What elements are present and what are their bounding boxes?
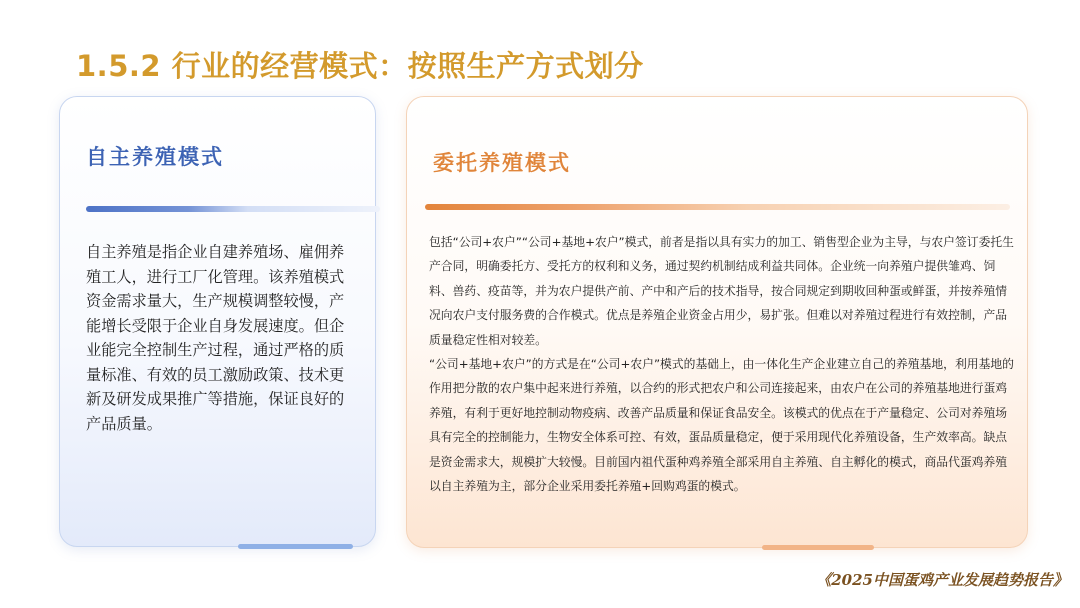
contract-breeding-title: 委托养殖模式: [433, 151, 571, 175]
contract-breeding-paragraph-2: “公司+基地+农户”的方式是在“公司+农户”模式的基础上，由一体化生产企业建立自己的养殖基地，利用基地的作用把分散的农户集中起来进行养殖，以合约的形式把农户和公司连接起来，由农户在公司的养殖基地进行蛋鸡养殖，有利于更好地控制动物疫病、改善产品质量和保证食品安全。该模式的优点在于产量稳定、公司对养殖场具有完全的控制能力，生物安全体系可控、有效，蛋品质量稳定，便于采用现代化养殖设备，生产效率高。缺点是资金需求大，规模扩大较慢。目前国内祖代蛋种鸡养殖全部采用自主养殖、自主孵化的模式，商品代蛋鸡养殖以自主养殖为主，部分企业采用委托养殖+回购鸡蛋的模式。: [429, 357, 1014, 494]
contract-breeding-description: [429, 230, 1014, 498]
contract-breeding-bottom-tab: [762, 545, 874, 550]
self-breeding-card: [59, 96, 376, 547]
self-breeding-title: 自主养殖模式: [86, 145, 224, 169]
contract-breeding-paragraph-1: 包括“公司+农户”“公司+基地+农户”模式，前者是指以具有实力的加工、销售型企业为主导，与农户签订委托生产合同，明确委托方、受托方的权利和义务，通过契约机制结成利益共同体。企业统一向养殖户提供雏鸡、饲料、兽药、疫苗等，并为农户提供产前、产中和产后的技术指导，按合同规定到期收回种蛋或鲜蛋，并按养殖情况向农户支付服务费的合作模式。优点是养殖企业资金占用少，易扩张。但难以对养殖过程进行有效控制，产品质量稳定性相对较差。: [429, 235, 1014, 347]
self-breeding-bottom-tab: [238, 544, 353, 549]
report-source-footer: 《2025中国蛋鸡产业发展趋势报告》: [816, 571, 1068, 589]
self-breeding-description: 自主养殖是指企业自建养殖场、雇佣养殖工人，进行工厂化管理。该养殖模式资金需求量大，生产规模调整较慢，产能增长受限于企业自身发展速度。但企业能完全控制生产过程，通过严格的质量标准、有效的员工激励政策、技术更新及研发成果推广等措施，保证良好的产品质量。: [86, 243, 345, 433]
contract-breeding-card: [406, 96, 1028, 548]
self-breeding-accent-bar: [86, 206, 380, 212]
page-title: 1.5.2 行业的经营模式：按照生产方式划分: [76, 49, 644, 83]
contract-breeding-accent-bar: [425, 204, 1010, 210]
